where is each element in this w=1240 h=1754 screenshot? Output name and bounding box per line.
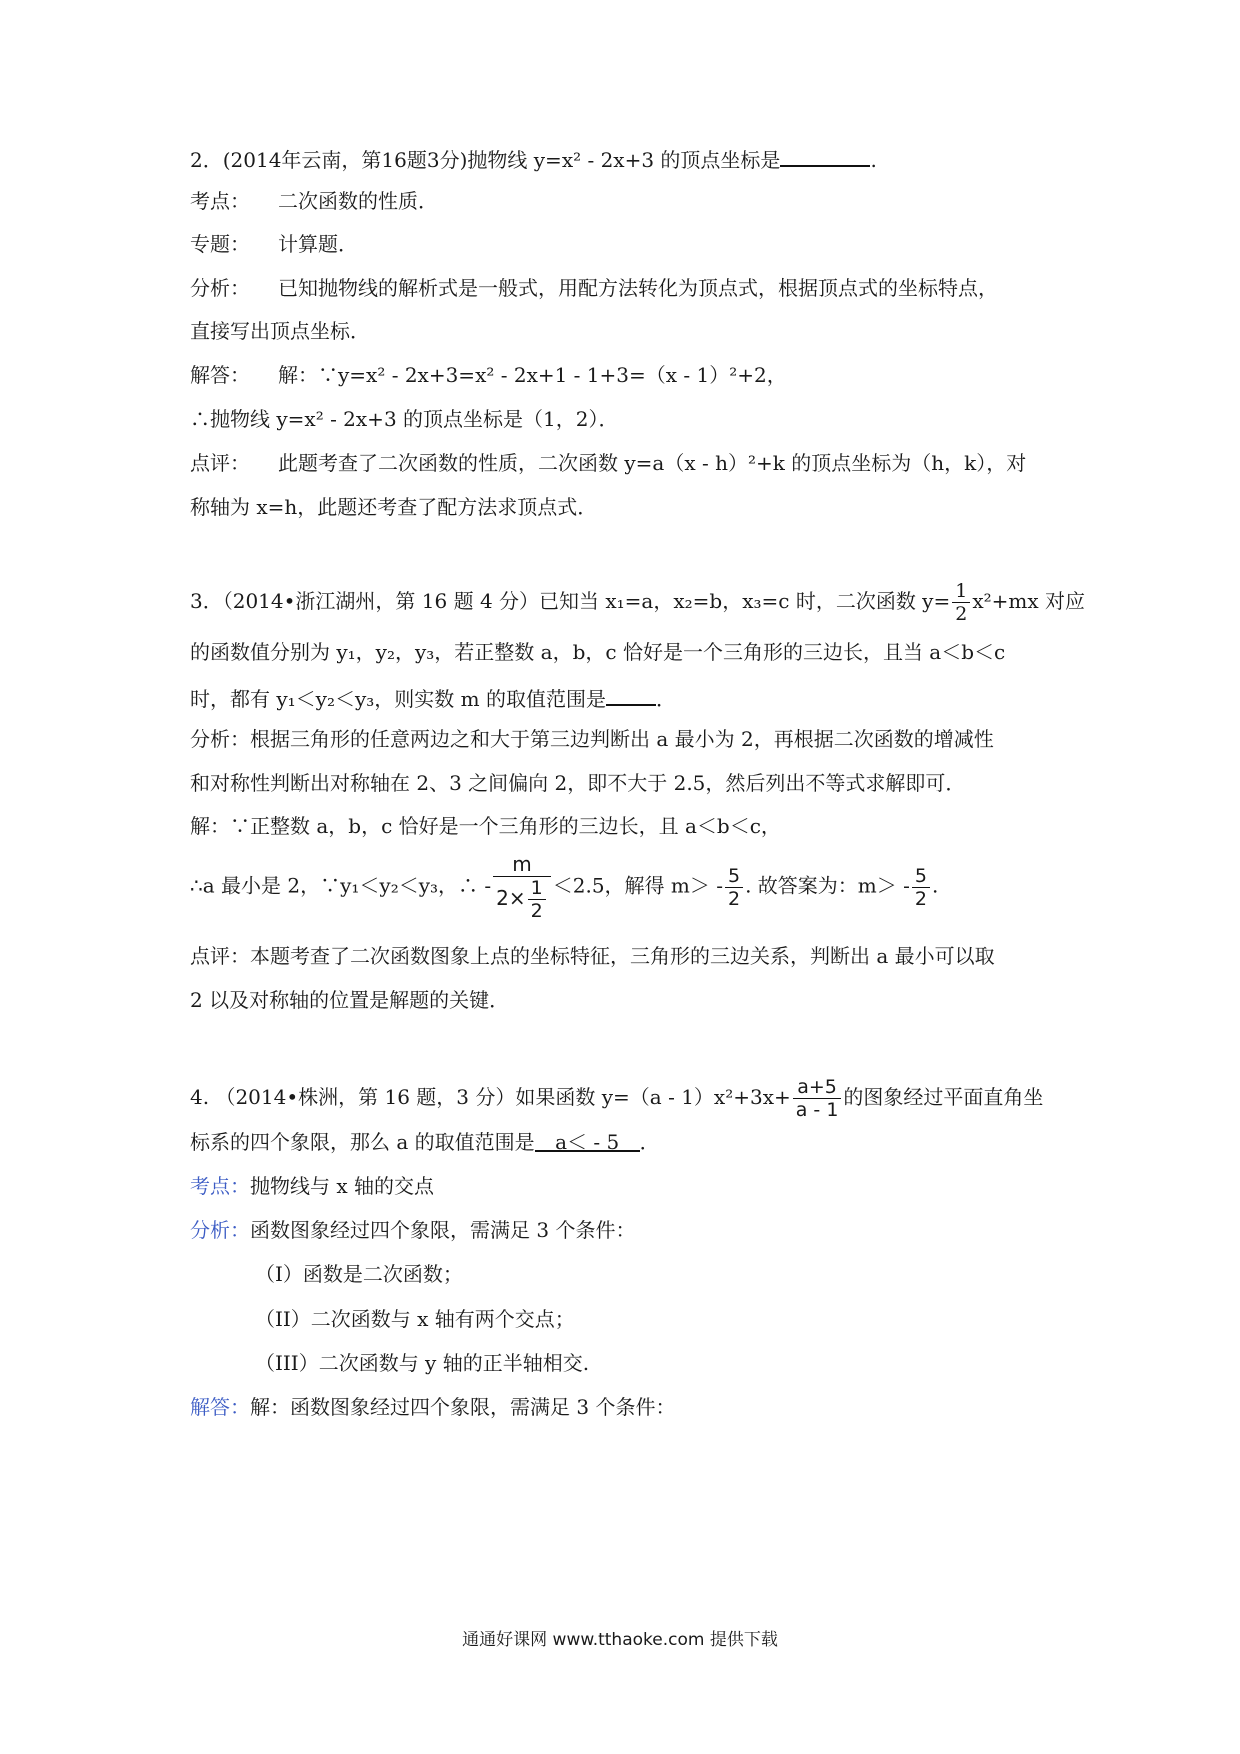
- q2-stem-end: .: [870, 148, 877, 172]
- kaodian-text: 抛物线与 x 轴的交点: [250, 1174, 434, 1198]
- q4-fenxi: [190, 1216, 635, 1244]
- frac-den: 2: [955, 603, 968, 625]
- zhuanti-text: 计算题．: [278, 232, 358, 256]
- q3-stem-1a: 3．（2014•浙江湖州，第 16 题 4 分）已知当 x₁=a，x₂=b，x₃=c 时，二次函数 y=: [190, 589, 951, 613]
- fraction-five-halves-2: [912, 865, 930, 910]
- q2-stem: [190, 143, 877, 174]
- frac-den: [493, 877, 551, 922]
- fraction-m-over-2-half: [493, 852, 551, 922]
- q3-stem-3-end: ．: [656, 687, 676, 711]
- q4-jieda: [190, 1393, 675, 1421]
- frac-den-prefix: 2×: [496, 886, 526, 910]
- frac-num: 1: [528, 877, 546, 900]
- q4-kaodian: [190, 1172, 434, 1200]
- q3-dianping-1: 点评：本题考查了二次函数图象上点的坐标特征，三角形的三边关系，判断出 a 最小可以取: [190, 944, 995, 968]
- jieda-text: 解：∵y=x² - 2x+3=x² - 2x+1 - 1+3=（x - 1）²+2，: [278, 363, 787, 387]
- frac-den: a - 1: [795, 1099, 839, 1121]
- q2-kaodian: [190, 187, 438, 215]
- q4-stem-1b: 的图象经过平面直角坐: [843, 1085, 1044, 1109]
- q3-jie-2a: ∴a 最小是 2，∵y₁＜y₂＜y₃，∴ -: [190, 873, 492, 898]
- q3-jie-2c: . 故答案为：m＞ -: [745, 873, 910, 898]
- kaodian-text: 二次函数的性质．: [278, 189, 438, 213]
- q4-stem-1a: 4. （2014•株洲，第 16 题，3 分）如果函数 y=（a - 1）x²+3x+: [190, 1085, 791, 1109]
- q2-fenxi-2: 直接写出顶点坐标．: [190, 319, 370, 343]
- q3-fenxi-1: 分析：根据三角形的任意两边之和大于第三边判断出 a 最小为 2，再根据二次函数的增减性: [190, 727, 994, 751]
- fraction-a5-over-a1: [793, 1076, 842, 1121]
- q3-jie-2b: ＜2.5，解得 m＞ -: [552, 873, 723, 898]
- q3-stem-2: 的函数值分别为 y₁，y₂，y₃，若正整数 a，b，c 恰好是一个三角形的三边长，且当 a＜b＜c: [190, 640, 1006, 664]
- frac-num: a+5: [793, 1076, 842, 1099]
- q3-answer-blank[interactable]: [606, 682, 656, 706]
- q3-stem-3: [190, 682, 676, 713]
- jieda-text: 解：函数图象经过四个象限，需满足 3 个条件：: [250, 1395, 676, 1419]
- q3-fenxi-2: 和对称性判断出对称轴在 2、3 之间偏向 2，即不大于 2.5，然后列出不等式求解即可．: [190, 771, 966, 795]
- frac-num: 5: [725, 865, 743, 888]
- zhuanti-label: 专题：: [190, 232, 250, 256]
- q4-condition-1: （I）函数是二次函数；: [255, 1262, 463, 1286]
- dianping-text: 此题考查了二次函数的性质，二次函数 y=a（x - h）²+k 的顶点坐标为（h，k），对: [278, 451, 1027, 475]
- frac-den: 2: [530, 900, 543, 922]
- fraction-half: [952, 580, 970, 625]
- q3-dianping-2: 2 以及对称轴的位置是解题的关键．: [190, 988, 510, 1012]
- q3-stem-1: [190, 580, 1085, 625]
- fraction-inner-half: [528, 877, 546, 922]
- q3-jie-2: [190, 852, 938, 922]
- q4-stem-2b: ．: [639, 1130, 660, 1154]
- q2-fenxi-1: [190, 274, 998, 302]
- frac-num: m: [493, 852, 551, 877]
- frac-num: 5: [912, 865, 930, 888]
- q2-zhuanti: [190, 230, 358, 258]
- kaodian-label: 考点：: [190, 189, 250, 213]
- q2-dianping-1: [190, 449, 1026, 477]
- fenxi-text: 函数图象经过四个象限，需满足 3 个条件：: [250, 1218, 636, 1242]
- q2-stem-text: 2．(2014年云南，第16题3分)抛物线 y=x² - 2x+3 的顶点坐标是: [190, 148, 781, 172]
- q4-stem-1: [190, 1076, 1043, 1121]
- fenxi-label: 分析：: [190, 276, 250, 300]
- kaodian-label: 考点：: [190, 1174, 250, 1198]
- q2-answer-blank[interactable]: [780, 143, 870, 167]
- dianping-label: 点评：: [190, 451, 250, 475]
- page-footer: 通通好课网 www.tthaoke.com 提供下载: [462, 1630, 778, 1650]
- fraction-five-halves: [725, 865, 743, 910]
- frac-num: 1: [952, 580, 970, 603]
- fenxi-text: 已知抛物线的解析式是一般式，用配方法转化为顶点式，根据顶点式的坐标特点，: [278, 276, 998, 300]
- frac-den: 2: [914, 887, 927, 910]
- q4-condition-3: （III）二次函数与 y 轴的正半轴相交.: [255, 1351, 590, 1375]
- q3-stem-3-text: 时，都有 y₁＜y₂＜y₃，则实数 m 的取值范围是: [190, 687, 606, 711]
- q4-stem-2a: 标系的四个象限，那么 a 的取值范围是: [190, 1130, 535, 1154]
- q3-jie-1: 解：∵正整数 a，b，c 恰好是一个三角形的三边长，且 a＜b＜c，: [190, 814, 781, 838]
- q3-jie-2d: .: [931, 873, 939, 898]
- q3-stem-1b: x²+mx 对应: [972, 589, 1085, 613]
- q2-jieda-2: ∴抛物线 y=x² - 2x+3 的顶点坐标是（1，2）．: [190, 407, 619, 431]
- jieda-label: 解答：: [190, 1395, 250, 1419]
- q4-condition-2: （II）二次函数与 x 轴有两个交点；: [255, 1307, 575, 1331]
- q4-stem-2: [190, 1128, 660, 1156]
- q4-answer-blank[interactable]: a＜ - 5: [535, 1128, 640, 1152]
- jieda-label: 解答：: [190, 363, 250, 387]
- fenxi-label: 分析：: [190, 1218, 250, 1242]
- frac-den: 2: [727, 887, 741, 910]
- q2-dianping-2: 称轴为 x=h，此题还考查了配方法求顶点式．: [190, 495, 598, 519]
- q2-jieda-1: [190, 361, 787, 389]
